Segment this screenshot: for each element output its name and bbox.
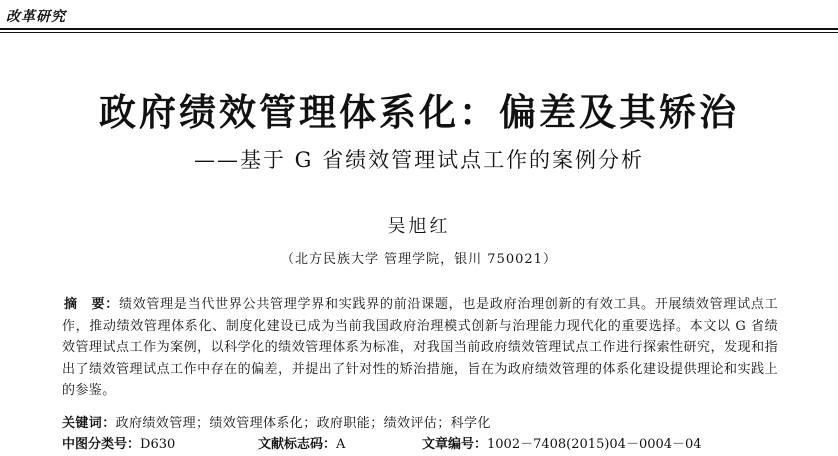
document-code xyxy=(258,433,345,452)
article-subtitle: ——基于 G 省绩效管理试点工作的案例分析 xyxy=(193,148,645,172)
abstract xyxy=(62,294,778,402)
clc-number xyxy=(62,433,175,452)
doc-code-label: 文献标志码： xyxy=(258,437,337,452)
abstract-text: 绩效管理是当代世界公共管理学界和实践界的前沿课题，也是政府治理创新的有效工具。开展绩效管理试点工作，推动绩效管理体系化、制度化建设已成为当前我国政府治理模式创新与治理能力现代化的重要选择。本文以 G 省绩效管理试点工作为案例，以科学化的绩效管理体系为标准，对我国当前政府绩效管理试点工作进行探索性研究，发现和指出了绩效管理试点工作中存在的偏差，并提出了针对性的矫治措施，旨在为政府绩效管理的体系化建设提供理论和实践上的参鉴。 xyxy=(62,297,778,399)
article-no-label: 文章编号： xyxy=(422,437,488,452)
article-title: 政府绩效管理体系化：偏差及其矫治 xyxy=(99,91,739,134)
header-rule-thick xyxy=(0,28,838,30)
author-name: 吴旭红 xyxy=(387,216,451,237)
clc-value: D630 xyxy=(140,437,176,452)
journal-header xyxy=(0,0,838,32)
doc-code-value: A xyxy=(336,437,346,452)
article-number xyxy=(422,433,702,452)
abstract-label: 摘 要： xyxy=(64,297,119,312)
article-metadata xyxy=(62,433,778,455)
author-affiliation: （北方民族大学 管理学院，银川 750021） xyxy=(281,252,557,267)
keywords xyxy=(62,412,778,431)
article-no-value: 1002－7408(2015)04－0004－04 xyxy=(487,437,702,452)
clc-label: 中图分类号： xyxy=(62,437,141,452)
header-rule-thin xyxy=(0,32,838,33)
keywords-label: 关键词： xyxy=(62,416,116,431)
section-label: 改革研究 xyxy=(6,9,66,25)
keywords-text: 政府绩效管理；绩效管理体系化；政府职能；绩效评估；科学化 xyxy=(115,416,491,431)
